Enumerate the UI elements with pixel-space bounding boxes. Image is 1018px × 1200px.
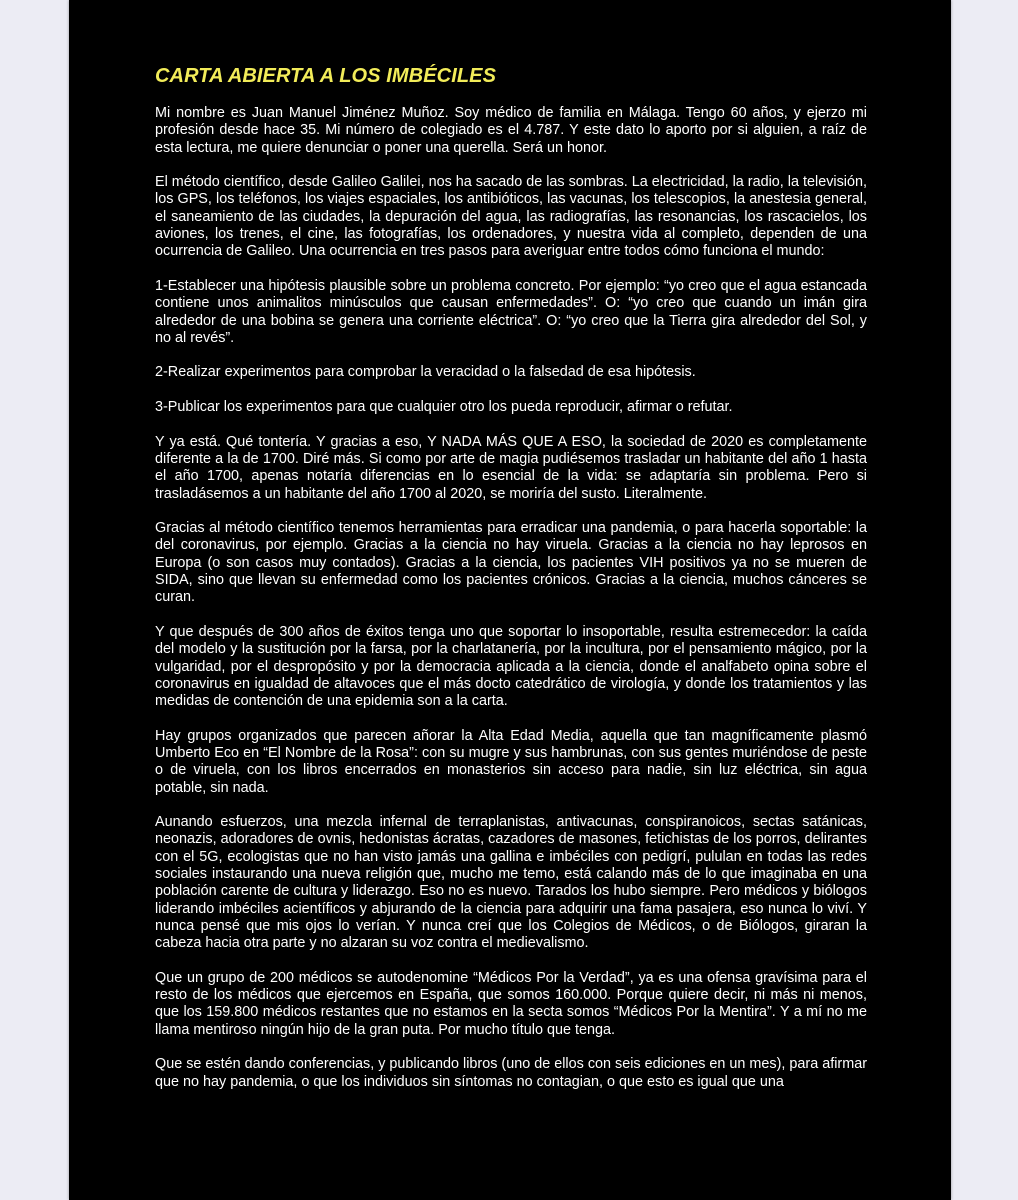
paragraph-2: El método científico, desde Galileo Galilei, nos ha sacado de las sombras. La electricidad, la radio, la televisión, los GPS, los teléfonos, los viajes espaciales, los antibióticos, las vacunas, los telescopios, la anestesia general, el saneamiento de las ciudades, la depuración del agua, las radiografías, las resonancias, los rascacielos, los aviones, los trenes, el cine, las fotografías, los ordenadores, y nuestra vida al completo, dependen de una ocurrencia de Galileo. Una ocurrencia en tres pasos para averiguar entre todos cómo funciona el mundo: [155, 174, 867, 260]
document-page [69, 0, 951, 1200]
paragraph-10: Aunando esfuerzos, una mezcla infernal de terraplanistas, antivacunas, conspiranoicos, sectas satánicas, neonazis, adoradores de ovnis, hedonistas ácratas, cazadores de masones, fetichistas de los porros, delirantes con el 5G, ecologistas que no han visto jamás una gallina e imbéciles con pedigrí, pululan en todas las redes sociales instaurando una nueva religión que, mucho me temo, está calando más de lo que imaginaba en una población carente de cultura y liderazgo. Eso no es nuevo. Tarados los hubo siempre. Pero médicos y biólogos liderando imbéciles acientíficos y abjurando de la ciencia para adquirir una fama pasajera, eso nunca lo viví. Y nunca pensé que mis ojos lo verían. Y nunca creí que los Colegios de Médicos, o de Biólogos, giraran la cabeza hacia otra parte y no alzaran su voz contra el medievalismo. [155, 814, 867, 952]
paragraph-9: Hay grupos organizados que parecen añorar la Alta Edad Media, aquella que tan magníficamente plasmó Umberto Eco en “El Nombre de la Rosa”: con su mugre y sus hambrunas, con sus gentes muriéndose de peste o de viruela, con los libros encerrados en monasterios sin acceso para nadie, sin luz eléctrica, sin agua potable, sin nada. [155, 727, 867, 796]
document-title: CARTA ABIERTA A LOS IMBÉCILES [155, 65, 497, 87]
paragraph-4: 2-Realizar experimentos para comprobar la veracidad o la falsedad de esa hipótesis. [155, 364, 696, 381]
paragraph-11: Que un grupo de 200 médicos se autodenomine “Médicos Por la Verdad”, ya es una ofensa gravísima para el resto de los médicos que ejercemos en España, que somos 160.000. Porque quiere decir, ni más ni menos, que los 159.800 médicos restantes que no estamos en la secta somos “Médicos Por la Mentira”. Y a mí no me llama mentiroso ningún hijo de la gran puta. Por mucho título que tenga. [155, 969, 867, 1038]
paragraph-3: 1-Establecer una hipótesis plausible sobre un problema concreto. Por ejemplo: “yo creo que el agua estancada contiene unos animalitos minúsculos que causan enfermedades”. O: “yo creo que cuando un imán gira alrededor de una bobina se genera una corriente eléctrica”. O: “yo creo que la Tierra gira alrededor del Sol, y no al revés”. [155, 277, 867, 346]
paragraph-7: Gracias al método científico tenemos herramientas para erradicar una pandemia, o para hacerla soportable: la del coronavirus, por ejemplo. Gracias a la ciencia no hay viruela. Gracias a la ciencia no hay leprosos en Europa (o son casos muy contados). Gracias a la ciencia, los pacientes VIH positivos ya no se mueren de SIDA, sino que llevan su enfermedad como los pacientes crónicos. Gracias a la ciencia, muchos cánceres se curan. [155, 520, 867, 606]
paragraph-6: Y ya está. Qué tontería. Y gracias a eso, Y NADA MÁS QUE A ESO, la sociedad de 2020 es completamente diferente a la de 1700. Diré más. Si como por arte de magia pudiésemos trasladar un habitante del año 1 hasta el año 1700, apenas notaría diferencias en lo esencial de la vida: se adaptaría sin problema. Pero si trasladásemos a un habitante del año 1700 al 2020, se moriría del susto. Literalmente. [155, 433, 867, 502]
paragraph-1: Mi nombre es Juan Manuel Jiménez Muñoz. Soy médico de familia en Málaga. Tengo 60 años, y ejerzo mi profesión desde hace 35. Mi número de colegiado es el 4.787. Y este dato lo aporto por si alguien, a raíz de esta lectura, me quiere denunciar o poner una querella. Será un honor. [155, 105, 867, 156]
paragraph-12: Que se estén dando conferencias, y publicando libros (uno de ellos con seis ediciones en un mes), para afirmar que no hay pandemia, o que los individuos sin síntomas no contagian, o que esto es igual que una [155, 1056, 867, 1090]
page-content [155, 63, 867, 1108]
paragraph-8: Y que después de 300 años de éxitos tenga uno que soportar lo insoportable, resulta estremecedor: la caída del modelo y la sustitución por la farsa, por la charlatanería, por la incultura, por el pensamiento mágico, por la vulgaridad, por el despropósito y por la democracia aplicada a la ciencia, donde el analfabeto opina sobre el coronavirus en igualdad de altavoces que el más docto catedrático de virología, y donde los tratamientos y las medidas de contención de una epidemia son a la carta. [155, 623, 867, 710]
paragraph-5: 3-Publicar los experimentos para que cualquier otro los pueda reproducir, afirmar o refutar. [155, 399, 733, 416]
